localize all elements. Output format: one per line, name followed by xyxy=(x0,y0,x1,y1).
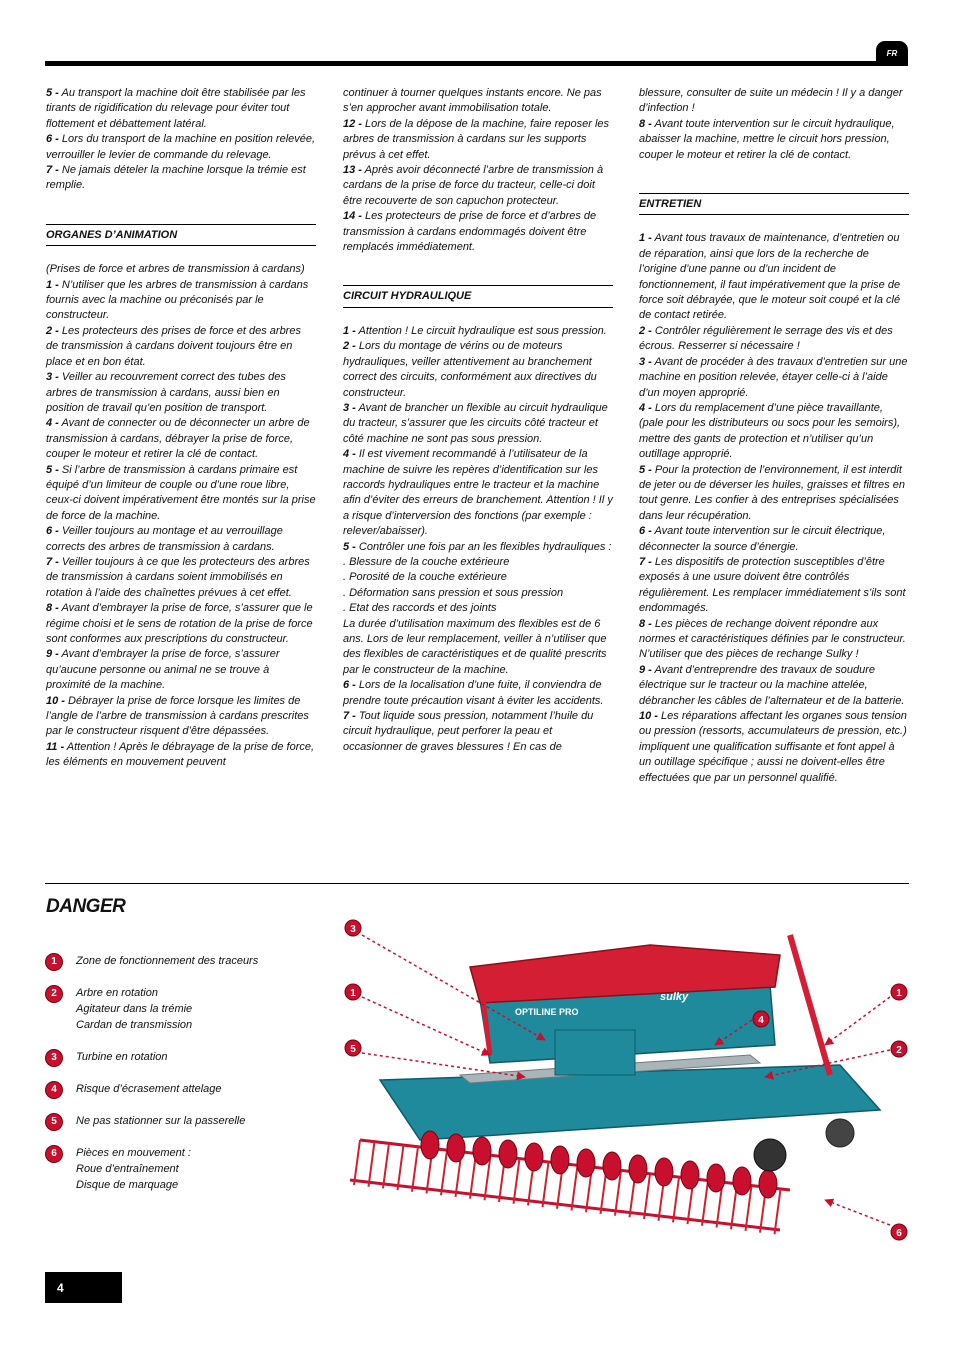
callout-number: 3 xyxy=(350,924,356,935)
item-text: Avant d’embrayer la prise de force, s’assurer qu’aucune personne ou animal ne se trouve à proximité de la machine. xyxy=(46,648,280,692)
list-item xyxy=(343,209,613,255)
item-text: Au transport la machine doit être stabilisée par les tirants de rigidification du relevage pour éviter tout flottement et débattement latéral. xyxy=(46,87,306,130)
harrow-tine xyxy=(514,1159,520,1204)
harrow-tine xyxy=(673,1177,679,1222)
item-number: 9 - xyxy=(46,648,59,661)
seeding-disc xyxy=(629,1155,647,1183)
item-number: 2 - xyxy=(343,340,356,353)
item-text: Attention ! Après le débrayage de la prise de force, les éléments en mouvement peuvent xyxy=(46,740,315,769)
column-3 xyxy=(639,86,909,786)
item-text: Avant toute intervention sur le circuit hydraulique, abaisser la machine, mettre le circuit hors pression, couper le moteur et retirer la clé de contact. xyxy=(639,117,895,161)
item-text: Attention ! Le circuit hydraulique est sous pression. xyxy=(355,324,607,337)
harrow-tine xyxy=(644,1174,650,1219)
item-number: 4 - xyxy=(46,417,59,430)
brand-label: sulky xyxy=(660,991,689,1003)
callout-number: 6 xyxy=(896,1228,902,1239)
marker-disc xyxy=(826,1119,854,1147)
list-item xyxy=(343,601,613,616)
callout-number: 1 xyxy=(350,988,356,999)
item-text: Lors du transport de la machine en position relevée, verrouiller le levier de commande du relevage. xyxy=(46,133,316,161)
callout-number: 4 xyxy=(758,1015,764,1026)
list-item xyxy=(46,463,316,525)
harrow-tine xyxy=(412,1147,418,1192)
item-number: 2 - xyxy=(46,324,59,337)
callout-number: 2 xyxy=(896,1045,902,1056)
legend-text: Risque d’écrasement attelage xyxy=(76,1083,222,1095)
item-number: 4 - xyxy=(639,401,652,414)
number-badge: 6 xyxy=(46,1146,62,1162)
header-rule xyxy=(45,61,907,66)
item-number: 11 - xyxy=(46,740,65,753)
item-text: Contrôler régulièrement le serrage des vis et des écrous. Resserrer si nécessaire ! xyxy=(639,324,893,353)
item-number: 13 - xyxy=(343,164,362,177)
item-text: La durée d’utilisation maximum des flexibles est de 6 ans. Lors de leur remplacement, veiller à n’utiliser que des flexibles de caractéristiques et de qualité prescrits par le constructeur de la machine. xyxy=(343,617,607,676)
item-number: 10 - xyxy=(639,710,658,723)
item-text: Lors de la localisation d’une fuite, il conviendra de prendre toute précaution visant à éviter les accidents. xyxy=(343,679,604,707)
harrow-tine xyxy=(441,1150,447,1195)
frame xyxy=(380,1065,880,1140)
item-number: 8 - xyxy=(639,117,652,130)
list-item xyxy=(46,324,316,370)
list-item xyxy=(639,117,909,163)
item-text: Avant tous travaux de maintenance, d’entretien ou de réparation, ainsi que lors de la recherche de l’origine d’une panne ou d’un incident de fonctionnement, il faut impérativement que la prise de force soit débrayée, que le moteur soit coupé et la clé de contact retirée. xyxy=(639,232,901,322)
item-text: Avant toute intervention sur le circuit électrique, déconnecter la source d’énergie. xyxy=(639,525,886,553)
item-number: 6 - xyxy=(639,525,652,538)
language-tab: FR xyxy=(876,41,908,66)
seeding-disc xyxy=(447,1134,465,1162)
item-text: Il est vivement recommandé à l’utilisateur de la machine de suivre les repères d’identification sur les raccords hydrauliques entre le tracteur et la machine afin d’éviter des erreurs de branchement. Attention ! Il y a risque d’interversion des fonctions (par exemple : relever/abaisser). xyxy=(343,448,613,538)
item-text: continuer à tourner quelques instants encore. Ne pas s’en approcher avant immobilisation totale. xyxy=(343,87,602,115)
item-text: Avant de procéder à des travaux d’entretien sur une machine en position relevée, étayer celle-ci à l’aide d’un moyen approprié. xyxy=(639,355,908,399)
item-text: Avant de connecter ou de déconnecter un arbre de transmission à cardans, débrayer la prise de force, couper le moteur et retirer la clé de contact. xyxy=(46,417,310,461)
list-item xyxy=(46,278,316,324)
page-number: 4 xyxy=(45,1272,122,1303)
harrow-tine xyxy=(398,1145,404,1190)
seeding-disc xyxy=(707,1164,725,1192)
section-title-organes: ORGANES D’ANIMATION xyxy=(46,224,316,246)
list-item xyxy=(343,570,613,585)
item-number: 6 - xyxy=(46,133,59,146)
item-text: Avant d’embrayer la prise de force, s’assurer que le régime choisi et le sens de rotation de la prise de force sont conformes aux prescriptions du constructeur. xyxy=(46,602,313,645)
item-number: 4 - xyxy=(343,448,356,461)
seed-drill-illustration xyxy=(320,905,920,1305)
seeding-disc xyxy=(681,1161,699,1189)
organes-continued-list xyxy=(343,86,613,255)
item-text: Lors du remplacement d’une pièce travaillante, (pale pour les distributeurs ou socs pour les semoirs), mettre des gants de protection et n’utiliser qu’un outillage approprié. xyxy=(639,401,901,461)
item-text: Veiller au recouvrement correct des tubes des arbres de transmission à cardans, aussi bien en position de travail qu’en position de transport. xyxy=(46,371,286,414)
section-title-hydraulique: CIRCUIT HYDRAULIQUE xyxy=(343,285,613,307)
item-text: Les pièces de rechange doivent répondre aux normes et caractéristiques définies par le constructeur. N’utiliser que des pièces de rechange Sulky ! xyxy=(639,617,906,661)
item-text: Les réparations affectant les organes sous tension ou pression (ressorts, accumulateurs de pression, etc.) impliquent une qualification suffisante et font appel à un outillage spécifique ; aussi ne doivent-elles être effectuées que par un personnel qualifié. xyxy=(639,710,907,784)
harrow-tine xyxy=(702,1181,708,1226)
transport-list xyxy=(46,86,316,194)
item-text: Contrôler une fois par an les flexibles hydrauliques : xyxy=(355,540,612,553)
item-number: 3 - xyxy=(46,371,59,384)
entretien-list xyxy=(639,231,909,786)
list-item xyxy=(343,447,613,539)
list-item xyxy=(343,324,613,339)
section-title-entretien: ENTRETIEN xyxy=(639,193,909,215)
harrow-tine xyxy=(775,1189,781,1234)
list-item xyxy=(343,540,613,555)
harrow-tine xyxy=(369,1142,375,1187)
list-item xyxy=(639,617,909,663)
item-text: Pour la protection de l’environnement, il est interdit de jeter ou de déverser les huiles, graisses et filtres en tout genre. Les confier à des entreprises spécialisées dans leur récupération. xyxy=(639,463,905,522)
item-text: blessure, consulter de suite un médecin ! Il y a danger d’infection ! xyxy=(639,87,903,115)
harrow-tine xyxy=(572,1166,578,1211)
list-item xyxy=(639,324,909,355)
legend-text: Pièces en mouvement : Roue d’entraînement Disque de marquage xyxy=(76,1147,191,1191)
legend-text: Zone de fonctionnement des traceurs xyxy=(76,955,259,967)
item-number: 3 - xyxy=(343,401,356,414)
seeding-disc xyxy=(499,1140,517,1168)
list-item xyxy=(46,132,316,163)
item-number: 5 - xyxy=(46,463,59,476)
list-item xyxy=(639,524,909,555)
list-item xyxy=(639,463,909,525)
marker-arm-right xyxy=(790,935,830,1075)
list-item xyxy=(46,740,316,771)
column-2 xyxy=(343,86,613,755)
item-text: Les dispositifs de protection susceptibles d’être exposés à une usure doivent être contrôlés régulièrement. Les remplacer immédiatement s’ils sont endommagés. xyxy=(639,555,906,615)
item-text: Veiller toujours à ce que les protecteurs des arbres de transmission à cardans soient immobilisés en rotation à l’aide des chaînettes prévues à cet effet. xyxy=(46,555,310,599)
item-number: 10 - xyxy=(46,694,65,707)
legend-text: Arbre en rotation Agitateur dans la trémie Cardan de transmission xyxy=(76,987,193,1031)
list-item xyxy=(46,555,316,601)
harrow-tine xyxy=(354,1140,360,1185)
item-number: 7 - xyxy=(46,555,59,568)
item-text: . Porosité de la couche extérieure xyxy=(343,571,507,584)
list-item xyxy=(46,86,316,132)
item-text: Avant d’entreprendre des travaux de soudure électrique sur le tracteur ou la machine attelée, débrancher les câbles de l’alternateur et de la batterie. xyxy=(639,663,905,707)
item-number: 14 - xyxy=(343,210,362,223)
drive-wheel xyxy=(754,1139,786,1171)
harrow-tine xyxy=(543,1162,549,1207)
item-number: 9 - xyxy=(639,663,652,676)
seeding-disc xyxy=(525,1143,543,1171)
seeding-disc xyxy=(421,1131,439,1159)
item-number: 5 - xyxy=(343,540,356,553)
item-text: Lors de la dépose de la machine, faire reposer les arbres de transmission à cardans sur les supports prévus à cet effet. xyxy=(343,117,610,161)
item-number: 8 - xyxy=(639,617,652,630)
item-text: Débrayer la prise de force lorsque les limites de l’angle de l’arbre de transmission à cardans prescrites par le constructeur risquent d’être dépassées. xyxy=(46,694,309,738)
seeding-disc xyxy=(577,1149,595,1177)
item-number: 8 - xyxy=(46,602,59,615)
hydraulique-continued-list xyxy=(639,86,909,163)
list-item xyxy=(343,401,613,447)
list-item xyxy=(46,163,316,194)
list-item xyxy=(46,601,316,647)
number-badge: 3 xyxy=(46,1050,62,1066)
list-item xyxy=(343,117,613,163)
item-number: 7 - xyxy=(46,164,59,177)
hydraulique-list xyxy=(343,324,613,755)
list-item xyxy=(46,370,316,416)
item-text: Avant de brancher un flexible au circuit hydraulique du tracteur, s’assurer que les circuits côté tracteur et côté machine ne sont pas sous pression. xyxy=(343,401,608,445)
item-number: 2 - xyxy=(639,324,652,337)
item-text: Si l’arbre de transmission à cardans primaire est équipé d’un limiteur de couple ou d’une roue libre, ceux-ci doivent impérativement être montés sur la prise de force de la machine. xyxy=(46,463,316,522)
item-text: Tout liquide sous pression, notamment l’huile du circuit hydraulique, peut perforer la peau et occasionner de graves blessures ! En cas de xyxy=(343,710,594,753)
number-badge: 1 xyxy=(46,954,62,970)
model-label: OPTILINE PRO xyxy=(515,1007,579,1017)
item-number: 1 - xyxy=(46,278,59,291)
turbine-box xyxy=(555,1030,635,1075)
organes-list xyxy=(46,278,316,771)
item-number: 3 - xyxy=(639,355,652,368)
list-item xyxy=(343,678,613,709)
list-item xyxy=(639,401,909,463)
list-item xyxy=(639,86,909,117)
list-item xyxy=(343,339,613,401)
item-text: . Déformation sans pression et sous pression xyxy=(343,586,564,599)
seeding-disc xyxy=(603,1152,621,1180)
list-item xyxy=(639,663,909,709)
organes-intro: (Prises de force et arbres de transmission à cardans) xyxy=(46,263,305,276)
list-item xyxy=(639,355,909,401)
legend-text: Ne pas stationner sur la passerelle xyxy=(76,1115,246,1127)
seeding-disc xyxy=(759,1170,777,1198)
danger-rule xyxy=(45,883,909,884)
item-text: Les protecteurs de prise de force et d’arbres de transmission à cardans endommagés doivent être remplacés immédiatement. xyxy=(343,210,597,254)
seeding-disc xyxy=(655,1158,673,1186)
column-1 xyxy=(46,86,316,771)
item-number: 7 - xyxy=(343,710,356,723)
item-number: 12 - xyxy=(343,117,362,130)
item-text: Les protecteurs des prises de force et des arbres de transmission à cardans doivent toujours être en place et en bon état. xyxy=(46,324,301,368)
item-number: 6 - xyxy=(343,679,356,692)
item-text: . Blessure de la couche extérieure xyxy=(343,555,510,568)
item-number: 5 - xyxy=(639,463,652,476)
item-text: Après avoir déconnecté l’arbre de transmission à cardans de la prise de force du tracteur, celle-ci doit être recouverte de son capuchon protecteur. xyxy=(343,164,604,207)
item-number: 1 - xyxy=(343,324,356,337)
list-item xyxy=(46,416,316,462)
number-badge: 5 xyxy=(46,1114,62,1130)
list-item xyxy=(343,709,613,755)
list-item xyxy=(46,647,316,693)
item-number: 6 - xyxy=(46,525,59,538)
list-item xyxy=(343,617,613,679)
item-text: . Etat des raccords et des joints xyxy=(343,602,497,615)
item-text: N’utiliser que les arbres de transmission à cardans fournis avec la machine ou préconisés par le constructeur. xyxy=(46,278,309,322)
item-number: 7 - xyxy=(639,555,652,568)
list-item xyxy=(639,555,909,617)
danger-title: DANGER xyxy=(46,896,126,917)
seeding-disc xyxy=(551,1146,569,1174)
list-item xyxy=(343,86,613,117)
harrow-tine xyxy=(383,1143,389,1188)
seeding-disc xyxy=(473,1137,491,1165)
item-text: Ne jamais dételer la machine lorsque la trémie est remplie. xyxy=(46,164,306,192)
legend-text: Turbine en rotation xyxy=(76,1051,168,1063)
number-badge: 4 xyxy=(46,1082,62,1098)
number-badge: 2 xyxy=(46,986,62,1002)
list-item xyxy=(343,555,613,570)
item-text: Veiller toujours au montage et au verrouillage corrects des arbres de transmission à cardans. xyxy=(46,525,283,553)
list-item xyxy=(343,586,613,601)
item-text: Lors du montage de vérins ou de moteurs hydrauliques, veiller attentivement au branchement correct des circuits, conformément aux directives du constructeur. xyxy=(343,340,597,399)
list-item xyxy=(46,694,316,740)
list-item xyxy=(639,231,909,323)
list-item xyxy=(46,524,316,555)
item-number: 5 - xyxy=(46,87,59,99)
seeding-disc xyxy=(733,1167,751,1195)
callout-number: 5 xyxy=(350,1044,356,1055)
list-item xyxy=(639,709,909,786)
item-number: 1 - xyxy=(639,232,652,245)
list-item xyxy=(343,163,613,209)
callout-number: 1 xyxy=(896,988,902,999)
